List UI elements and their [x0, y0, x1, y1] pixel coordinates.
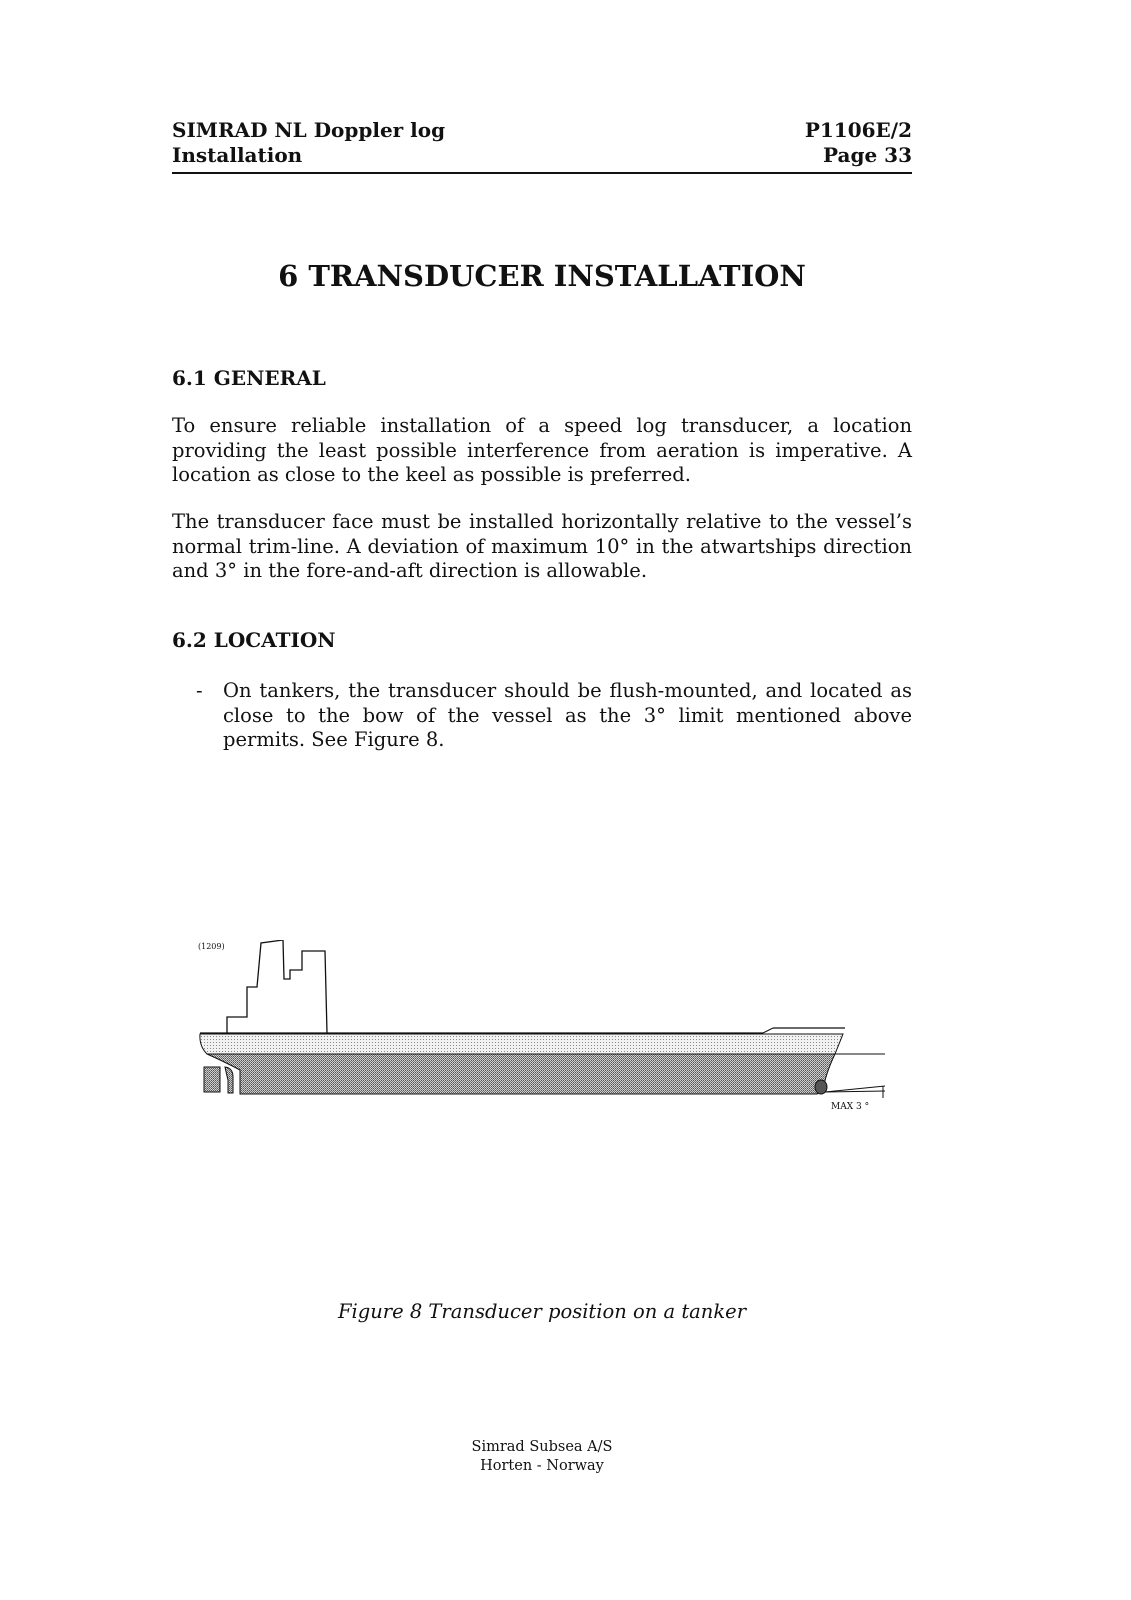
- document-number: P1106E/2: [804, 118, 912, 142]
- figure-reference-code: (1209): [198, 942, 225, 951]
- paragraph: To ensure reliable installation of a speed log transducer, a location providing the least possible interference from aeration is imperative. A location as close to the keel as possible is preferred.: [172, 414, 912, 486]
- page-footer: [172, 1438, 912, 1476]
- company-location: Horten - Norway: [480, 1458, 604, 1474]
- angle-label: MAX 3 °: [831, 1102, 870, 1112]
- paragraph: The transducer face must be installed horizontally relative to the vessel’s normal trim-line. A deviation of maximum 10° in the atwartships direction and 3° in the fore-and-aft direction is allowable.: [172, 510, 912, 582]
- superstructure: [227, 940, 327, 1033]
- tanker-diagram: [195, 940, 895, 1130]
- section-heading-general: 6.1 GENERAL: [172, 366, 326, 390]
- rudder: [204, 1067, 220, 1092]
- lower-hull: [207, 1054, 835, 1094]
- section-heading-location: 6.2 LOCATION: [172, 628, 336, 652]
- chapter-name: Installation: [172, 143, 303, 167]
- product-name: SIMRAD NL Doppler log: [172, 118, 446, 142]
- upper-hull: [200, 1034, 843, 1054]
- chapter-title: 6 TRANSDUCER INSTALLATION: [278, 259, 806, 293]
- bullet-dash: -: [196, 679, 203, 702]
- propeller: [225, 1067, 233, 1093]
- company-name: Simrad Subsea A/S: [471, 1439, 613, 1455]
- header-right: [805, 118, 912, 168]
- tanker-figure: [195, 940, 895, 1130]
- page-number: Page 33: [823, 143, 912, 167]
- figure-caption: Figure 8 Transducer position on a tanker: [337, 1300, 747, 1323]
- bullet-text: On tankers, the transducer should be flush-mounted, and located as close to the bow of the vessel as the 3° limit mentioned above permits. See Figure 8.: [223, 679, 912, 751]
- header-left: [172, 118, 445, 168]
- page-header: [172, 118, 912, 174]
